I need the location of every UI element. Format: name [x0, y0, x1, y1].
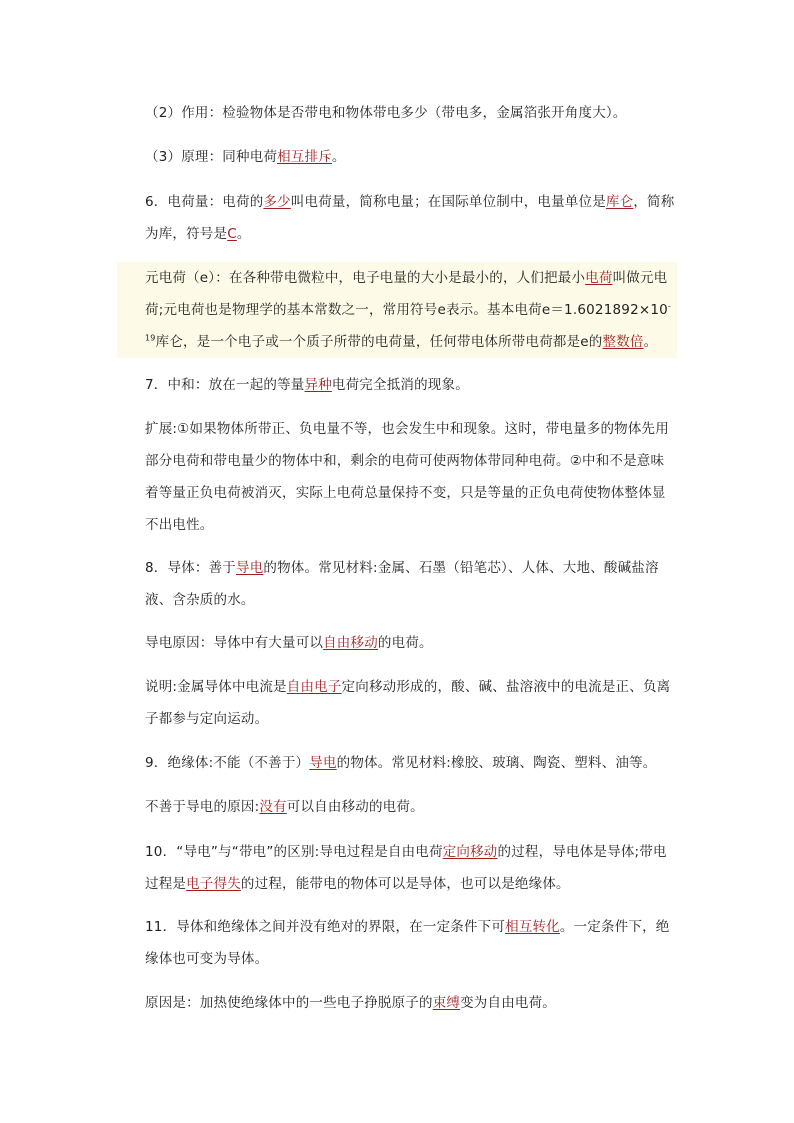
paragraph-conversion: [117, 911, 677, 975]
keyword-answer: 定向移动: [442, 844, 498, 860]
text-run: 导电原因：导体中有大量可以: [145, 635, 324, 651]
text-run: 8．导体：善于: [145, 560, 236, 576]
paragraph-extension: [117, 413, 677, 541]
text-run: 的电荷。: [377, 635, 433, 651]
text-run: 原因是：加热使绝缘体中的一些电子挣脱原子的: [145, 995, 433, 1011]
text-run: （2）作用：检验物体是否带电和物体带电多少（带电多，金属箔张开角度大）。: [145, 105, 627, 121]
keyword-answer: 整数倍: [602, 334, 644, 350]
paragraph-insulator: [117, 747, 677, 779]
text-run: 9．绝缘体:不能（不善于）: [145, 755, 310, 771]
text-run: 元电荷（e）：在各种带电微粒中，电子电量的大小是最小的，人们把最小: [145, 270, 586, 286]
text-run: 。一定条件下，绝缘体也可变为导体。: [145, 919, 670, 967]
paragraph-charge-quantity: [117, 186, 677, 250]
paragraph-electroscope-function: [117, 97, 677, 129]
paragraph-neutralization: [117, 369, 677, 401]
keyword-answer: C: [227, 226, 237, 242]
paragraph-conduct-vs-charge: [117, 836, 677, 900]
text-run: 变为自由电荷。: [460, 995, 557, 1011]
text-run: 。: [236, 226, 251, 242]
text-run: 不善于导电的原因:: [145, 799, 260, 815]
keyword-answer: 自由移动: [323, 635, 378, 651]
text-run: 。: [643, 334, 658, 350]
text-run: 叫做元电荷;元电荷也是物理学的基本常数之一，常用符号e表示。基本电荷e＝1.6021892×10: [145, 270, 668, 318]
text-run: 。: [331, 149, 346, 165]
text-run: 定向移动形成的，酸、碱、盐溶液中的电流是正、负离子都参与定向运动。: [145, 679, 671, 727]
text-run: 电荷完全抵消的现象。: [331, 377, 469, 393]
keyword-answer: 异种: [304, 377, 332, 393]
text-run: 7．中和：放在一起的等量: [145, 377, 305, 393]
paragraph-conversion-reason: [117, 987, 677, 1019]
keyword-answer: 自由电子: [286, 679, 342, 695]
paragraph-insulator-reason: [117, 791, 677, 823]
keyword-answer: 导电: [236, 560, 264, 576]
text-run: ，简称为库，符号是: [145, 194, 675, 242]
paragraph-explanation: [117, 671, 677, 735]
paragraph-elementary-charge: [117, 262, 677, 358]
text-run: 的过程，能带电的物体可以是导体，也可以是绝缘体。: [240, 876, 570, 892]
text-run: 说明:金属导体中电流是: [145, 679, 287, 695]
keyword-answer: 相互转化: [505, 919, 560, 935]
paragraph-conductor: [117, 552, 677, 616]
paragraph-conduction-reason: [117, 627, 677, 659]
keyword-answer: 库仑: [605, 194, 634, 210]
text-run: 的物体。常见材料:橡胶、玻璃、陶瓷、塑料、油等。: [336, 755, 657, 771]
keyword-answer: 导电: [309, 755, 337, 771]
text-run: 6．电荷量：电荷的: [145, 194, 264, 210]
keyword-answer: 没有: [259, 799, 287, 815]
keyword-answer: 电荷: [585, 270, 613, 286]
text-run: 11．导体和绝缘体之间并没有绝对的界限，在一定条件下可: [145, 919, 506, 935]
keyword-answer: 电子得失: [186, 876, 241, 892]
paragraph-electroscope-principle: [117, 141, 677, 173]
text-run: 可以自由移动的电荷。: [286, 799, 424, 815]
text-run: 的物体。常见材料:金属、石墨（铅笔芯）、人体、大地、酸碱盐溶液、含杂质的水。: [145, 560, 659, 608]
text-run: （3）原理：同种电荷: [145, 149, 278, 165]
text-run: 的过程，导电体是导体;带电过程是: [145, 844, 667, 892]
text-run: 10．“导电”与“带电”的区别:导电过程是自由电荷: [145, 844, 443, 860]
keyword-answer: 多少: [263, 194, 291, 210]
keyword-answer: 束缚: [432, 995, 461, 1011]
text-run: 库仑，是一个电子或一个质子所带的电荷量，任何带电体所带电荷都是e的: [155, 334, 603, 350]
keyword-answer: 相互排斥: [277, 149, 332, 165]
text-run: 叫电荷量，简称电量；在国际单位制中，电量单位是: [290, 194, 606, 210]
exponent: -19: [145, 301, 672, 343]
text-run: 扩展:①如果物体所带正、负电量不等，也会发生中和现象。这时，带电量多的物体先用部分电荷和带电量少的物体中和，剩余的电荷可使两物体带同种电荷。②中和不是意味着等量正负电荷被消灭，实际上电荷总量保持不变，只是等量的正负电荷使物体整体显不出电性。: [145, 421, 669, 533]
